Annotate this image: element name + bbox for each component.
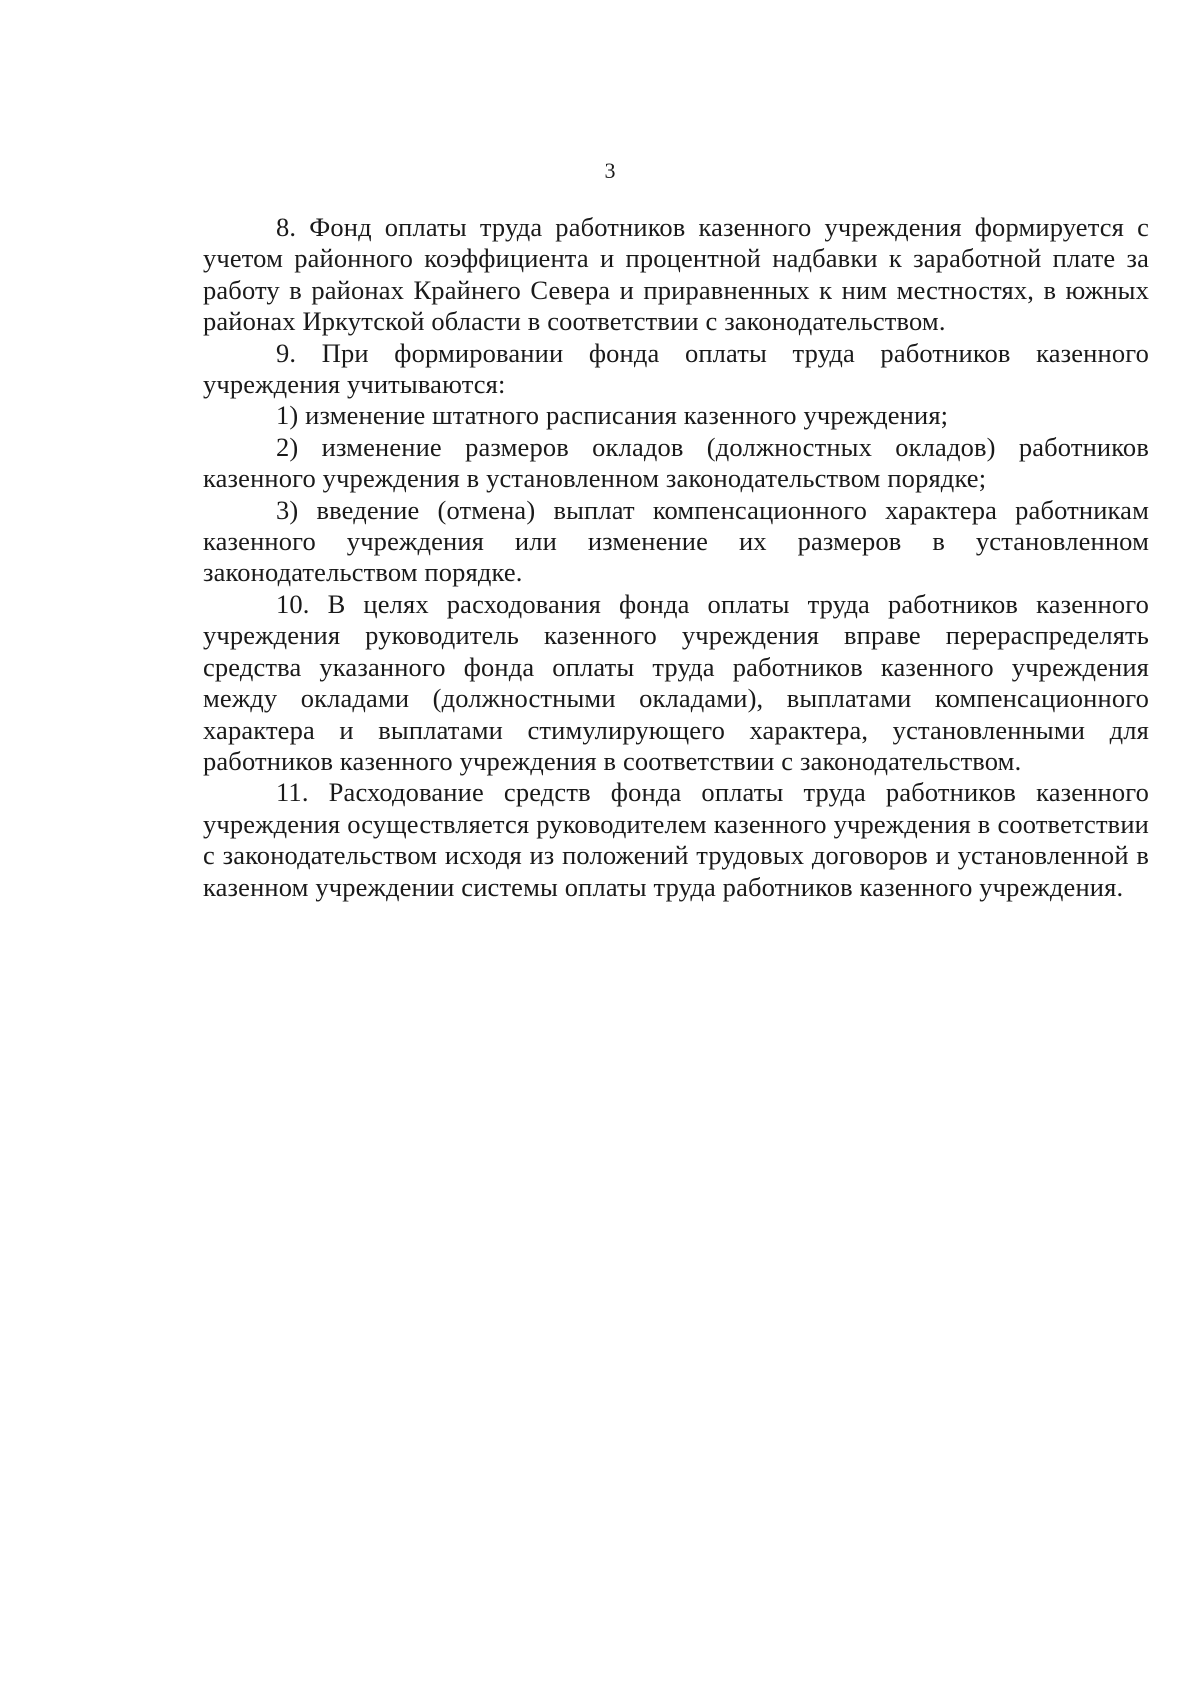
page-number: 3 bbox=[604, 158, 616, 183]
paragraph-9-item-1: 1) изменение штатного расписания казенного учреждения; bbox=[276, 400, 949, 431]
paragraph-8: 8. Фонд оплаты труда работников казенного учреждения формируется с учетом районного коэффициента и процентной надбавки к заработной плате за работу в районах Крайнего Севера и приравненных к ним местностях, в южных районах Иркутской области в соответствии с законодательством. bbox=[203, 212, 1149, 337]
paragraph-11: 11. Расходование средств фонда оплаты труда работников казенного учреждения осуществляется руководителем казенного учреждения в соответствии с законодательством исходя из положений трудовых договоров и установленной в казенном учреждении системы оплаты труда работников казенного учреждения. bbox=[203, 777, 1149, 902]
paragraph-9-item-3: 3) введение (отмена) выплат компенсационного характера работникам казенного учреждения или изменение их размеров в установленном законодательством порядке. bbox=[203, 494, 1149, 588]
paragraph-10: 10. В целях расходования фонда оплаты труда работников казенного учреждения руководитель казенного учреждения вправе перераспределять средства указанного фонда оплаты труда работников казенного учреждения между окладами (должностными окладами), выплатами компенсационного характера и выплатами стимулирующего характера, установленными для работников казенного учреждения в соответствии с законодательством. bbox=[203, 588, 1149, 776]
paragraph-9: 9. При формировании фонда оплаты труда работников казенного учреждения учитываются: bbox=[203, 337, 1149, 400]
paragraph-9-item-2: 2) изменение размеров окладов (должностных окладов) работников казенного учреждения в установленном законодательством порядке; bbox=[203, 431, 1149, 494]
document-body bbox=[203, 212, 1149, 903]
